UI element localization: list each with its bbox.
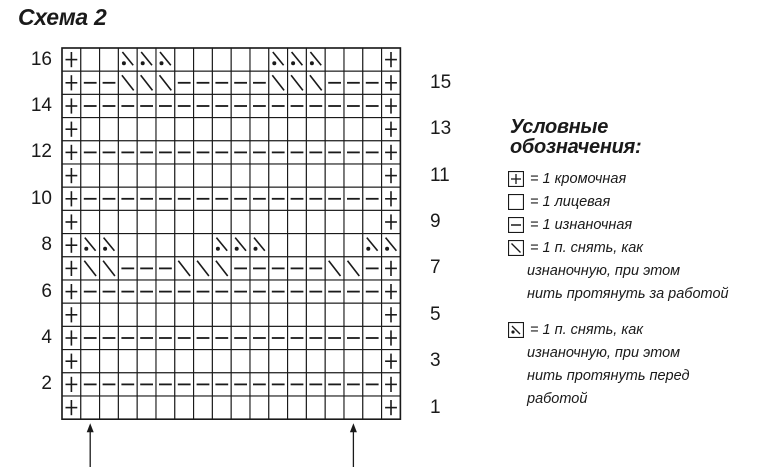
chart-cell-knit [288, 234, 307, 257]
chart-cell-knit [306, 118, 325, 141]
slip-yarn-front-dot-icon [122, 61, 126, 65]
chart-cell-knit [325, 396, 344, 419]
row-number-left: 16 [30, 48, 52, 70]
chart-title: Схема 2 [18, 4, 107, 30]
chart-cell-knit [363, 164, 382, 187]
slip-yarn-front-dot-icon [272, 61, 276, 65]
chart-cell-knit [325, 303, 344, 326]
chart-cell-knit [100, 48, 119, 71]
chart-cell-knit [306, 234, 325, 257]
slip-yarn-front-icon [508, 322, 524, 338]
chart-cell-knit [231, 48, 250, 71]
chart-cell-knit [194, 234, 213, 257]
row-number-left: 8 [41, 234, 52, 256]
chart-cell-knit [269, 234, 288, 257]
chart-cell-knit [344, 234, 363, 257]
chart-cell-knit [288, 118, 307, 141]
chart-cell-knit [344, 48, 363, 71]
chart-cell-knit [231, 210, 250, 233]
chart-cell-knit [81, 48, 100, 71]
chart-cell-knit [137, 234, 156, 257]
chart-cell-knit [81, 350, 100, 373]
slip-yarn-front-dot-icon [84, 247, 88, 251]
chart-cell-knit [194, 118, 213, 141]
chart-cell-knit [212, 210, 231, 233]
chart-cell-knit [156, 210, 175, 233]
slip-yarn-back-icon [508, 240, 524, 256]
chart-cell-knit [194, 350, 213, 373]
chart-cell-knit [306, 164, 325, 187]
chart-cell-knit [325, 234, 344, 257]
slip-yarn-front-dot-icon [254, 247, 258, 251]
chart-cell-knit [250, 303, 269, 326]
chart-cell-knit [81, 164, 100, 187]
chart-cell-knit [288, 210, 307, 233]
chart-cell-knit [137, 164, 156, 187]
chart-cell-knit [137, 350, 156, 373]
slip-yarn-front-dot-icon [291, 61, 295, 65]
arrow-up-icon [350, 423, 357, 432]
chart-cell-knit [269, 303, 288, 326]
chart-cell-knit [100, 118, 119, 141]
chart-cell-knit [269, 164, 288, 187]
row-number-left: 14 [30, 95, 52, 116]
chart-cell-knit [231, 396, 250, 419]
chart-cell-knit [269, 210, 288, 233]
slip-yarn-front-dot-icon [216, 247, 220, 251]
chart-cell-knit [363, 350, 382, 373]
chart-cell-knit [175, 234, 194, 257]
row-number-right: 1 [430, 396, 441, 418]
chart-cell-knit [175, 164, 194, 187]
chart-cell-knit [118, 350, 137, 373]
knit-stitch-icon [508, 194, 524, 210]
chart-cell-knit [288, 164, 307, 187]
chart-cell-knit [156, 164, 175, 187]
chart-cell-knit [325, 164, 344, 187]
chart-cell-knit [231, 303, 250, 326]
chart-cell-knit [81, 396, 100, 419]
chart-cell-knit [81, 118, 100, 141]
chart-cell-knit [288, 350, 307, 373]
slip-yarn-front-dot-icon [141, 61, 145, 65]
chart-cell-knit [288, 303, 307, 326]
chart-cell-knit [212, 164, 231, 187]
slip-yarn-front-dot-icon [235, 247, 239, 251]
row-number-right: 13 [430, 118, 452, 140]
chart-cell-knit [325, 118, 344, 141]
chart-cell-knit [231, 350, 250, 373]
legend-slip-front-line3: нить протянуть перед [527, 368, 690, 384]
chart-cell-knit [231, 164, 250, 187]
chart-cell-knit [363, 396, 382, 419]
chart-cell-knit [175, 350, 194, 373]
chart-cell-knit [100, 303, 119, 326]
slip-yarn-front-dot-icon [385, 247, 389, 251]
chart-cell-knit [100, 210, 119, 233]
chart-cell-knit [269, 118, 288, 141]
legend-slip-front-line1: = 1 п. снять, как [530, 322, 644, 338]
row-number-left: 10 [30, 187, 52, 209]
chart-cell-knit [175, 210, 194, 233]
row-number-right: 11 [430, 164, 450, 186]
slip-yarn-front-dot-icon [366, 247, 370, 251]
chart-cell-knit [156, 350, 175, 373]
chart-cell-knit [250, 210, 269, 233]
legend-knit-label: = 1 лицевая [530, 194, 611, 210]
chart-cell-knit [175, 396, 194, 419]
chart-cell-knit [175, 303, 194, 326]
chart-cell-knit [194, 303, 213, 326]
chart-cell-knit [137, 210, 156, 233]
chart-cell-knit [325, 48, 344, 71]
legend-title-line1: Условные [510, 116, 609, 138]
chart-cell-knit [363, 210, 382, 233]
row-number-right: 3 [430, 350, 441, 372]
row-number-left: 12 [30, 141, 52, 163]
chart-cell-knit [194, 48, 213, 71]
chart-cell-knit [175, 118, 194, 141]
chart-cell-knit [306, 303, 325, 326]
chart-cell-knit [212, 350, 231, 373]
chart-cell-knit [137, 118, 156, 141]
legend-slip-front-line4: работой [527, 391, 588, 407]
chart-cell-knit [363, 303, 382, 326]
chart-cell-knit [250, 118, 269, 141]
chart-cell-knit [81, 210, 100, 233]
chart-cell-knit [325, 350, 344, 373]
chart-cell-knit [137, 396, 156, 419]
chart-cell-knit [344, 164, 363, 187]
chart-cell-knit [269, 350, 288, 373]
chart-cell-knit [250, 396, 269, 419]
chart-cell-knit [306, 350, 325, 373]
purl-stitch-icon [508, 217, 524, 233]
arrow-up-icon [87, 423, 94, 432]
chart-cell-knit [363, 48, 382, 71]
chart-cell-knit [363, 118, 382, 141]
chart-cell-knit [194, 396, 213, 419]
chart-cell-knit [344, 303, 363, 326]
slip-yarn-front-dot-icon [160, 61, 164, 65]
chart-cell-knit [194, 164, 213, 187]
chart-cell-knit [212, 48, 231, 71]
chart-cell-knit [118, 396, 137, 419]
chart-cell-knit [344, 210, 363, 233]
chart-cell-knit [344, 118, 363, 141]
chart-cell-knit [100, 396, 119, 419]
chart-cell-knit [306, 210, 325, 233]
chart-cell-knit [100, 350, 119, 373]
chart-cell-knit [288, 396, 307, 419]
row-number-left: 4 [41, 327, 52, 348]
row-number-left: 2 [41, 373, 52, 395]
chart-cell-knit [118, 234, 137, 257]
slip-yarn-front-dot-icon [103, 247, 107, 251]
chart-cell-knit [156, 396, 175, 419]
chart-cell-knit [81, 303, 100, 326]
row-number-right: 15 [430, 71, 452, 93]
chart-cell-knit [137, 303, 156, 326]
legend-purl-label: = 1 изнаночная [530, 217, 633, 233]
slip-yarn-front-dot-icon [310, 61, 314, 65]
chart-cell-knit [250, 48, 269, 71]
chart-cell-knit [118, 303, 137, 326]
row-number-left: 6 [41, 280, 52, 302]
legend-edge-label: = 1 кромочная [530, 171, 627, 187]
chart-cell-knit [212, 303, 231, 326]
row-number-right: 9 [430, 211, 441, 232]
chart-cell-knit [100, 164, 119, 187]
chart-cell-knit [118, 210, 137, 233]
chart-cell-knit [156, 234, 175, 257]
chart-cell-knit [212, 118, 231, 141]
legend-slip-back-line2: изнаночную, при этом [527, 263, 681, 279]
legend-slip-back-line3: нить протянуть за работой [527, 286, 729, 302]
chart-cell-knit [156, 118, 175, 141]
legend-title-line2: обозначения: [510, 136, 642, 158]
chart-cell-knit [175, 48, 194, 71]
row-number-right: 7 [430, 257, 441, 279]
chart-cell-knit [344, 396, 363, 419]
legend-title [510, 117, 641, 157]
chart-cell-knit [118, 118, 137, 141]
legend-slip-back-line1: = 1 п. снять, как [530, 240, 644, 256]
chart-cell-knit [250, 164, 269, 187]
chart-cell-knit [306, 396, 325, 419]
chart-cell-knit [118, 164, 137, 187]
chart-cell-knit [250, 350, 269, 373]
edge-stitch-icon [508, 171, 524, 187]
row-number-right: 5 [430, 303, 441, 325]
chart-cell-knit [269, 396, 288, 419]
chart-cell-knit [325, 210, 344, 233]
legend-slip-front-line2: изнаночную, при этом [527, 345, 681, 361]
chart-cell-knit [194, 210, 213, 233]
chart-cell-knit [212, 396, 231, 419]
chart-cell-knit [344, 350, 363, 373]
chart-cell-knit [231, 118, 250, 141]
chart-cell-knit [156, 303, 175, 326]
